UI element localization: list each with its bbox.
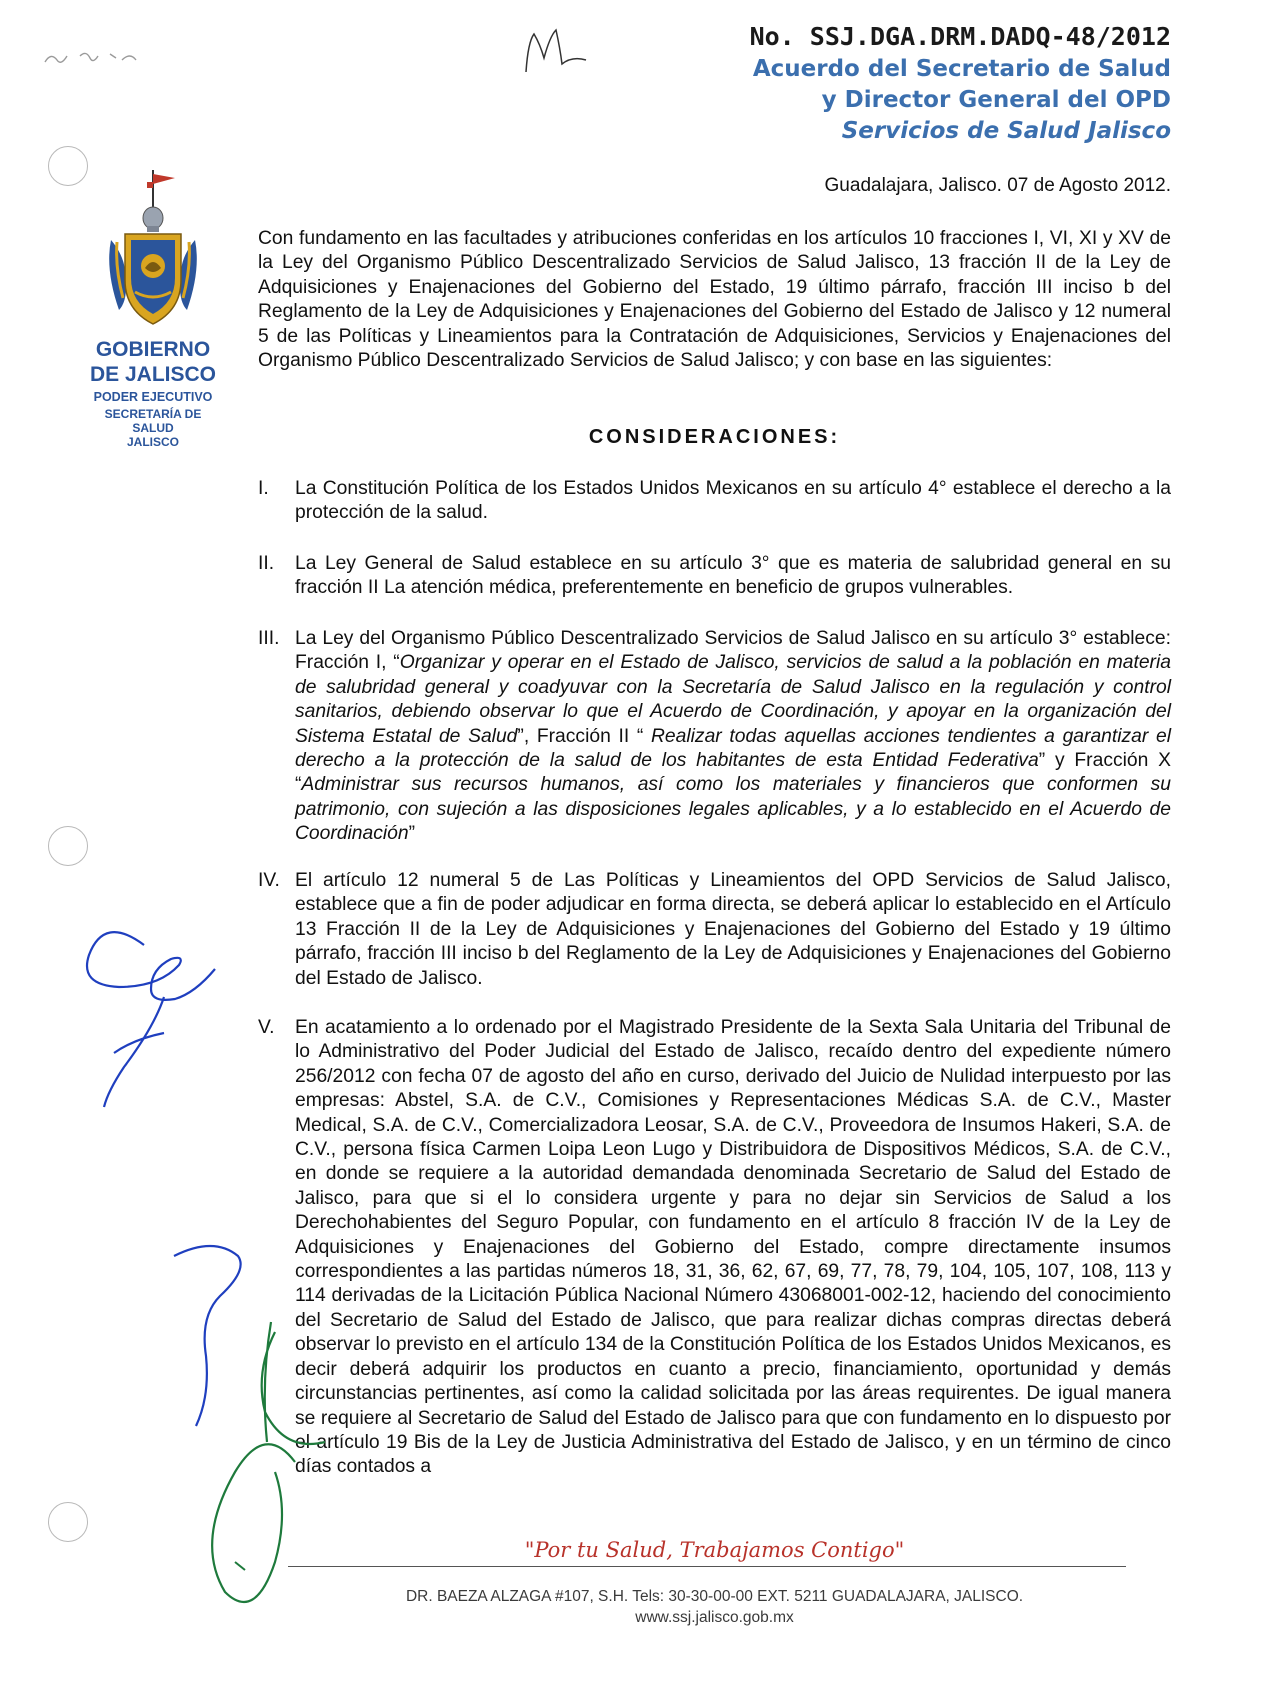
secretariat-line3: JALISCO	[126, 435, 179, 449]
consideration-item-5	[258, 1016, 1171, 1480]
document-header	[750, 22, 1171, 147]
document-date: Guadalajara, Jalisco. 07 de Agosto 2012.	[824, 175, 1171, 196]
item-number: I.	[258, 478, 269, 499]
document-subtitle-line1: Acuerdo del Secretario de Salud	[752, 56, 1171, 82]
consideration-item-3	[258, 627, 1171, 847]
item-quote-fraction-10: Administrar sus recursos humanos, así como los materiales y financieros que conformen su patrimonio, con sujeción a las disposiciones legales aplicables, y a lo establecido en el Acuerdo de Coordinación	[295, 774, 1171, 845]
item-text-part: La Ley del Organismo Público Descentralizado Servicios de Salud Jalisco en su artículo 3° establece: Fracción I, “	[295, 628, 1171, 674]
government-sidebar	[78, 168, 228, 449]
secretariat-line2: SALUD	[132, 421, 174, 435]
considerations-heading: CONSIDERACIONES:	[588, 426, 841, 448]
document-subtitle-line2: y Director General del OPD	[821, 87, 1171, 113]
initials-scribble	[520, 22, 590, 82]
document-subtitle-line3: Servicios de Salud Jalisco	[841, 118, 1171, 144]
item-text-part: ”	[408, 823, 416, 845]
consideration-item-4	[258, 869, 1171, 991]
item-text: La Constitución Política de los Estados Unidos Mexicanos en su artículo 4° establece el derecho a la protección de la salud.	[295, 478, 1171, 524]
punch-hole-bottom	[48, 1502, 88, 1542]
intro-paragraph: Con fundamento en las facultades y atribuciones conferidas en los artículos 10 fracciones I, VI, XI y XV de la Ley del Organismo Público Descentralizado Servicios de Salud Jalisco, 13 fracción II de la Ley de Adquisiciones y Enajenaciones del Gobierno del Estado, 19 último párrafo, fracción III inciso b del Reglamento de la Ley de Adquisiciones y Enajenaciones del Gobierno del Estado de Jalisco y 12 numeral 5 de las Políticas y Lineamientos para la Contratación de Adquisiciones, Servicios y Enajenaciones del Organismo Público Descentralizado Servicios de Salud Jalisco; y con base en las siguientes:	[258, 228, 1171, 372]
footer-address: DR. BAEZA ALZAGA #107, S.H. Tels: 30-30-00-00 EXT. 5211 GUADALAJARA, JALISCO.	[405, 1588, 1024, 1605]
item-number: II.	[258, 553, 275, 574]
item-text-part: ” y Fracción X “	[295, 750, 1171, 796]
item-text	[295, 627, 1171, 847]
signature-green	[175, 1302, 345, 1622]
item-text: La Ley General de Salud establece en su artículo 3° que es materia de salubridad general en su fracción II La atención médica, preferentemente en beneficio de grupos vulnerables.	[295, 553, 1171, 599]
document-number: No. SSJ.DGA.DRM.DADQ-48/2012	[749, 22, 1171, 51]
corner-scribble	[40, 42, 150, 72]
item-text: En acatamiento a lo ordenado por el Magistrado Presidente de la Sexta Sala Unitaria del Tribunal de lo Administrativo del Poder Judicial del Estado de Jalisco, recaído dentro del expediente número 256/2012 con fecha 07 de agosto del año en curso, derivado del Juicio de Nulidad interpuesto por las empresas: Abstel, S.A. de C.V., Comisiones y Representaciones Médicas S.A. de C.V., Master Medical, S.A. de C.V., Comercializadora Leosar, S.A. de C.V., Proveedora de Insumos Hakeri, S.A. de C.V., persona física Carmen Loipa Leon Lugo y Distribuidora de Dispositivos Médicos, S.A. de C.V., en donde se requiere a la autoridad demandada denominada Secretario de Salud del Estado de Jalisco, para que si el lo considera urgente y para no dejar sin Servicios de Salud a los Derechohabientes del Seguro Popular, con fundamento en el artículo 8 fracción IV de la Ley de Adquisiciones y Enajenaciones del Gobierno del Estado, compre directamente insumos correspondientes a las partidas números 18, 31, 36, 62, 67, 69, 77, 78, 79, 104, 105, 107, 108, 113 y 114 derivadas de la Licitación Pública Nacional Número 43068001-002-12, haciendo del conocimiento del Secretario de Salud del Estado de Jalisco, que para realizar dichas compras directas deberá observar lo previsto en el artículo 134 de la Constitución Política de los Estados Unidos Mexicanos, es decir deberá adquirir los productos en cuanto a precio, financiamiento, oportunidad y demás circunstancias pertinentes, así como la calidad solicitada por las áreas requirentes. De igual manera se requiere al Secretario de Salud del Estado de Jalisco para que con fundamento en lo dispuesto por el artículo 19 Bis de la Ley de Justicia Administrativa del Estado de Jalisco, y en un término de cinco días contados a	[295, 1017, 1171, 1478]
consideration-item-2	[258, 552, 1171, 601]
item-number: V.	[258, 1017, 275, 1038]
footer-divider	[288, 1566, 1126, 1567]
item-number: IV.	[258, 870, 280, 891]
item-text: El artículo 12 numeral 5 de Las Políticas y Lineamientos del OPD Servicios de Salud Jalisco, establece que a fin de poder adjudicar en forma directa, se deberá aplicar lo establecido en el Artículo 13 Fracción II de la Ley de Adquisiciones y Enajenaciones del Gobierno del Estado y 19 último párrafo, fracción III inciso b del Reglamento de la Ley de Adquisiciones y Enajenaciones del Gobierno del Estado de Jalisco.	[295, 870, 1171, 989]
punch-hole-middle	[48, 826, 88, 866]
item-number: III.	[258, 628, 280, 649]
footer-slogan: "Por tu Salud, Trabajamos Contigo"	[524, 1538, 905, 1562]
government-name-line1: GOBIERNO	[95, 338, 211, 361]
footer-website: www.ssj.jalisco.gob.mx	[635, 1609, 794, 1626]
item-text-part: ”, Fracción II “	[517, 725, 651, 747]
item-quote-fraction-2: Realizar todas aquellas acciones tendientes a garantizar el derecho a la protección de la salud de los habitantes de esta Entidad Federativa	[295, 725, 1172, 772]
government-name-line2: DE JALISCO	[89, 363, 217, 386]
executive-power-label: PODER EJECUTIVO	[93, 390, 213, 404]
item-quote-fraction-1: Organizar y operar en el Estado de Jalisco, servicios de salud a la población en materia de salubridad general y coadyuvar con la Secretaría de Salud Jalisco en la regulación y control sanitarios, debiendo observar lo que el Acuerdo de Coordinación, y apoyar en la organización del Sistema Estatal de Salud	[295, 652, 1171, 747]
jalisco-coat-of-arms-icon	[93, 168, 213, 328]
secretariat-line1: SECRETARÍA DE	[104, 407, 202, 421]
signature-blue-upper	[74, 905, 254, 1115]
consideration-item-1	[258, 477, 1171, 526]
